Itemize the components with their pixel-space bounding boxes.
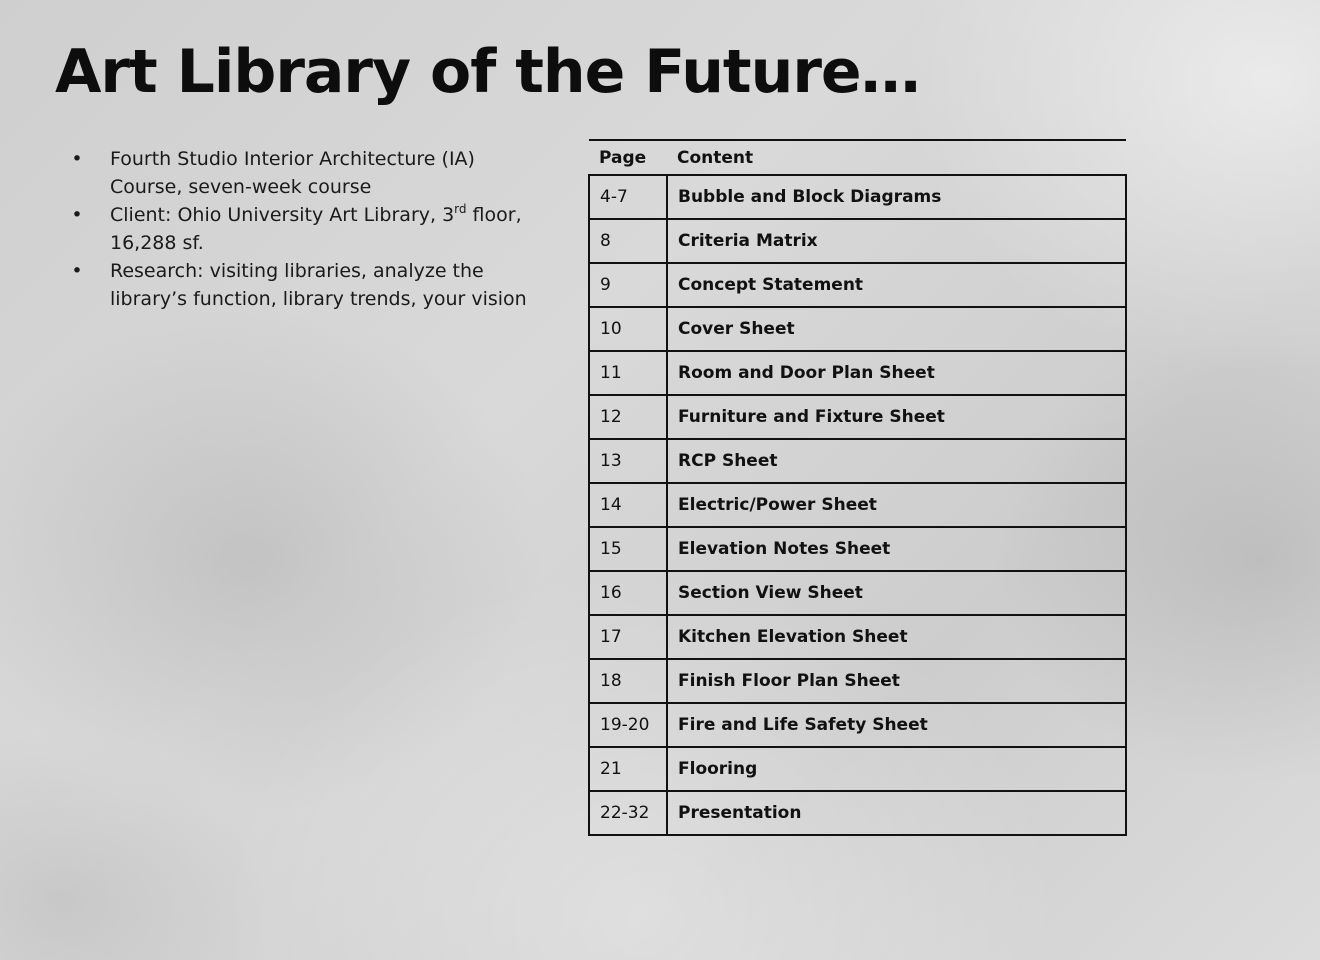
table-row: [589, 351, 1126, 395]
page-cell: 21: [589, 747, 667, 791]
table-row: [589, 483, 1126, 527]
page-cell: 8: [589, 219, 667, 263]
slide-title: Art Library of the Future…: [55, 37, 920, 107]
page-cell: 16: [589, 571, 667, 615]
content-cell: Bubble and Block Diagrams: [667, 175, 1126, 219]
content-cell: Furniture and Fixture Sheet: [667, 395, 1126, 439]
bullet-item: [70, 201, 540, 257]
bullet-dot: •: [71, 148, 83, 170]
table-row: [589, 175, 1126, 219]
table-header: [589, 140, 1126, 175]
page-cell: 19-20: [589, 703, 667, 747]
content-cell: Criteria Matrix: [667, 219, 1126, 263]
table-row: [589, 527, 1126, 571]
bullet-text-client: [110, 204, 522, 254]
content-cell: Finish Floor Plan Sheet: [667, 659, 1126, 703]
table-row: [589, 263, 1126, 307]
bullet-dot: •: [71, 260, 83, 282]
page-cell: 17: [589, 615, 667, 659]
page-cell: 18: [589, 659, 667, 703]
content-cell: Presentation: [667, 791, 1126, 835]
page-cell: 4-7: [589, 175, 667, 219]
bullet-item: [70, 145, 540, 201]
contents-table: [588, 139, 1127, 836]
content-cell: Flooring: [667, 747, 1126, 791]
table-header-row: [589, 140, 1126, 175]
content-cell: Elevation Notes Sheet: [667, 527, 1126, 571]
table-row: [589, 703, 1126, 747]
table-row: [589, 219, 1126, 263]
page-cell: 13: [589, 439, 667, 483]
page-cell: 11: [589, 351, 667, 395]
bullet-text-before: Client: Ohio University Art Library, 3: [110, 204, 455, 226]
content-cell: Electric/Power Sheet: [667, 483, 1126, 527]
bullet-text: Fourth Studio Interior Architecture (IA) Course, seven-week course: [110, 148, 475, 198]
content-cell: Kitchen Elevation Sheet: [667, 615, 1126, 659]
bullet-item: [70, 257, 540, 313]
content-cell: Section View Sheet: [667, 571, 1126, 615]
table-row: [589, 791, 1126, 835]
page-cell: 9: [589, 263, 667, 307]
page-cell: 22-32: [589, 791, 667, 835]
bullet-dot: •: [71, 204, 83, 226]
column-header-content: Content: [667, 140, 1126, 175]
content-cell: Fire and Life Safety Sheet: [667, 703, 1126, 747]
bullet-superscript: rd: [454, 202, 467, 216]
table-body: [589, 175, 1126, 835]
content-cell: Room and Door Plan Sheet: [667, 351, 1126, 395]
bullet-text-after: floor, 16,288 sf.: [110, 204, 522, 254]
table-row: [589, 747, 1126, 791]
table-row: [589, 307, 1126, 351]
content-cell: Cover Sheet: [667, 307, 1126, 351]
content-cell: Concept Statement: [667, 263, 1126, 307]
table-row: [589, 439, 1126, 483]
table-row: [589, 571, 1126, 615]
bullet-list: [70, 145, 540, 313]
column-header-page: Page: [589, 140, 667, 175]
page-cell: 15: [589, 527, 667, 571]
table-row: [589, 395, 1126, 439]
table-row: [589, 659, 1126, 703]
bullet-text: Research: visiting libraries, analyze the library’s function, library trends, your vision: [110, 260, 527, 310]
page-cell: 14: [589, 483, 667, 527]
page-cell: 10: [589, 307, 667, 351]
content-cell: RCP Sheet: [667, 439, 1126, 483]
table-row: [589, 615, 1126, 659]
page-cell: 12: [589, 395, 667, 439]
